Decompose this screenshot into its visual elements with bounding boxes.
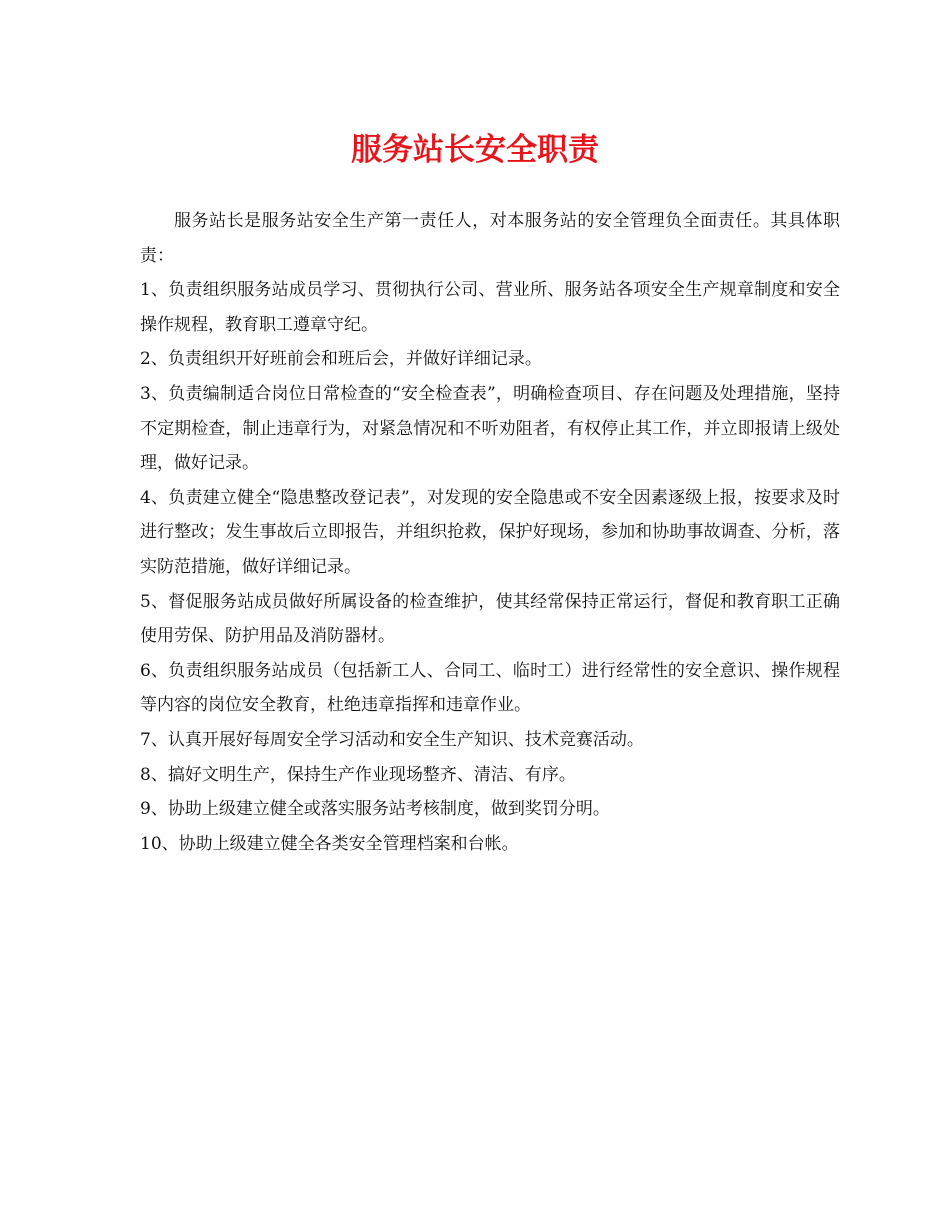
duty-item-2: 2、负责组织开好班前会和班后会，并做好详细记录。: [140, 349, 542, 370]
intro-paragraph: 服务站长是服务站安全生产第一责任人，对本服务站的安全管理负全面责任。其具体职责：: [140, 211, 840, 266]
duty-item-3: 3、负责编制适合岗位日常检查的“安全检查表”，明确检查项目、存在问题及处理措施，坚持不定期检查，制止违章行为，对紧急情况和不听劝阻者，有权停止其工作，并立即报请上级处理，做好记录。: [140, 383, 840, 474]
duty-item-5: 5、督促服务站成员做好所属设备的检查维护，使其经常保持正常运行，督促和教育职工正确使用劳保、防护用品及消防器材。: [140, 591, 840, 647]
duty-item-10: 10、协助上级建立健全各类安全管理档案和台帐。: [140, 833, 519, 854]
duty-item-7: 7、认真开展好每周安全学习活动和安全生产知识、技术竞赛活动。: [140, 729, 644, 750]
duty-item-4: 4、负责建立健全“隐患整改登记表”，对发现的安全隐患或不安全因素逐级上报，按要求及时进行整改；发生事故后立即报告，并组织抢救，保护好现场，参加和协助事故调查、分析，落实防范措施，做好详细记录。: [140, 487, 840, 577]
duty-item-1: 1、负责组织服务站成员学习、贯彻执行公司、营业所、服务站各项安全生产规章制度和安全操作规程，教育职工遵章守纪。: [140, 280, 840, 335]
duty-item-9: 9、协助上级建立健全或落实服务站考核制度，做到奖罚分明。: [140, 799, 610, 820]
duty-item-8: 8、搞好文明生产，保持生产作业现场整齐、清洁、有序。: [140, 764, 576, 785]
document-title: 服务站长安全职责: [351, 132, 599, 168]
duty-item-6: 6、负责组织服务站成员（包括新工人、合同工、临时工）进行经常性的安全意识、操作规程等内容的岗位安全教育，杜绝违章指挥和违章作业。: [140, 660, 840, 716]
document-body: [140, 204, 840, 861]
